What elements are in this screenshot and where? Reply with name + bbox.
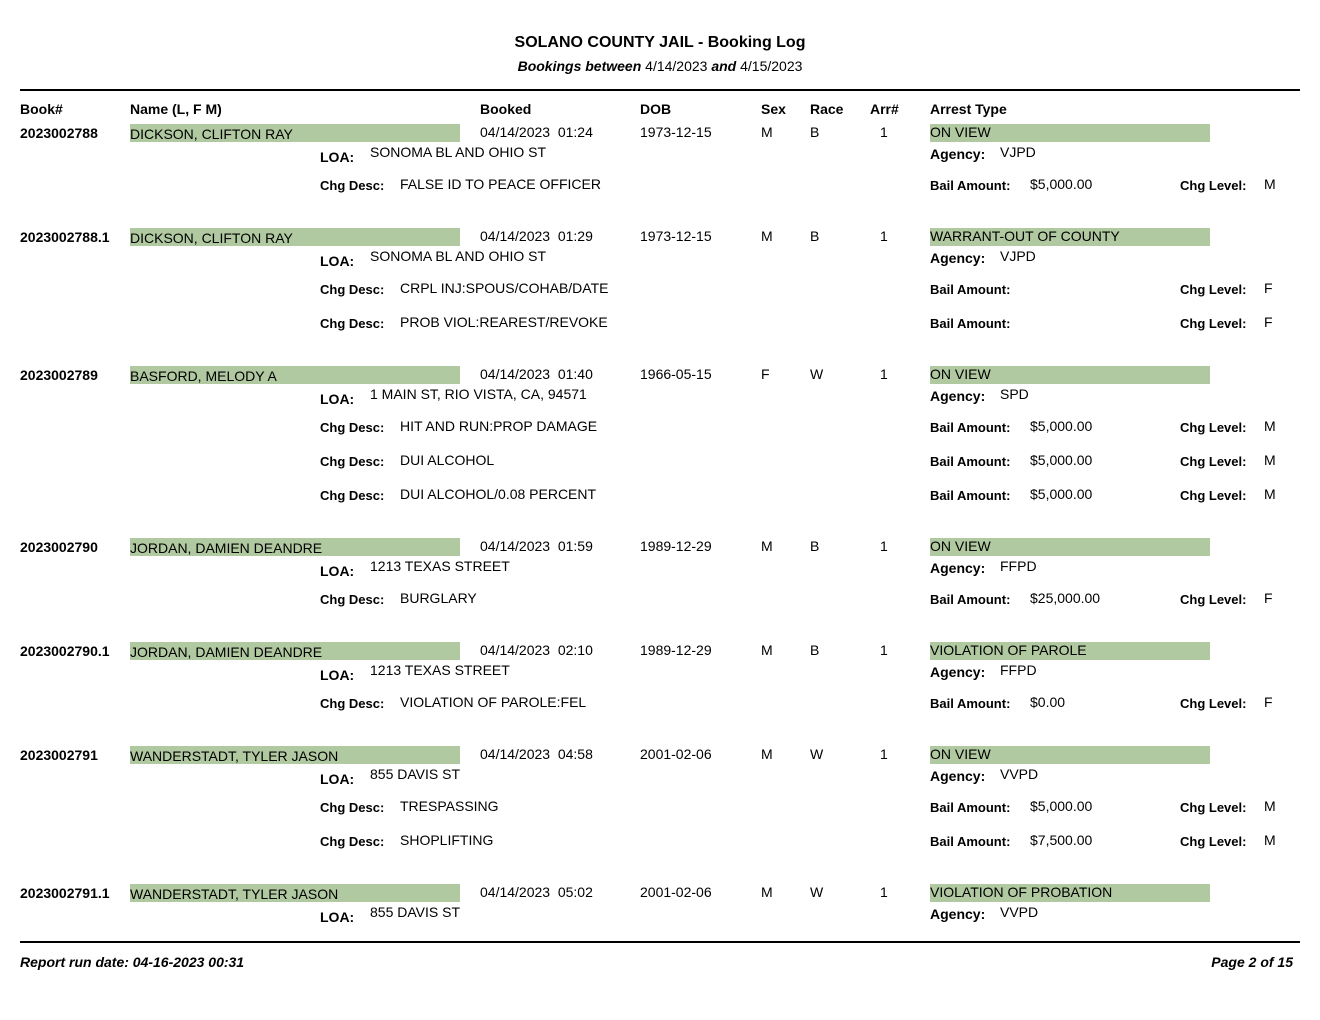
chg-desc-label: Chg Desc: [320, 420, 385, 435]
location-of-arrest: 1213 TEXAS STREET [370, 662, 510, 678]
loa-label: LOA: [320, 391, 355, 407]
col-header-name: Name (L, F M) [130, 101, 222, 117]
bail-amount: $25,000.00 [1030, 590, 1101, 606]
location-of-arrest: 855 DAVIS ST [370, 766, 461, 782]
sex: M [761, 124, 773, 140]
agency: VVPD [1000, 766, 1039, 782]
race: B [810, 228, 820, 244]
bail-amount-label: Bail Amount: [930, 696, 1011, 711]
arrest-type: ON VIEW [930, 538, 1210, 556]
arrest-count: 1 [880, 884, 888, 900]
booked-datetime: 04/14/2023 01:24 [480, 124, 593, 140]
chg-desc-label: Chg Desc: [320, 178, 385, 193]
booking-number: 2023002791.1 [20, 885, 110, 901]
agency: FFPD [1000, 558, 1037, 574]
agency: VJPD [1000, 248, 1036, 264]
booking-number: 2023002790.1 [20, 643, 110, 659]
agency-label: Agency: [930, 560, 986, 576]
race: B [810, 124, 820, 140]
dob: 1973-12-15 [640, 124, 712, 140]
chg-level-label: Chg Level: [1180, 282, 1247, 297]
inmate-name: JORDAN, DAMIEN DEANDRE [130, 538, 460, 556]
arrest-type: WARRANT-OUT OF COUNTY [930, 228, 1210, 246]
page-number: Page 2 of 15 [1211, 954, 1293, 970]
charge-description: SHOPLIFTING [400, 832, 494, 848]
charge-level: M [1264, 452, 1276, 468]
dob: 1989-12-29 [640, 538, 712, 554]
race: B [810, 642, 820, 658]
chg-desc-label: Chg Desc: [320, 454, 385, 469]
charge-description: PROB VIOL:REAREST/REVOKE [400, 314, 608, 330]
loa-label: LOA: [320, 149, 355, 165]
bail-amount-label: Bail Amount: [930, 282, 1011, 297]
sex: M [761, 228, 773, 244]
arrest-count: 1 [880, 642, 888, 658]
chg-level-label: Chg Level: [1180, 488, 1247, 503]
bail-amount-label: Bail Amount: [930, 800, 1011, 815]
bail-amount: $5,000.00 [1030, 798, 1093, 814]
inmate-name: JORDAN, DAMIEN DEANDRE [130, 642, 460, 660]
col-header-book: Book# [20, 101, 63, 117]
col-header-sex: Sex [761, 101, 786, 117]
race: W [810, 366, 824, 382]
charge-description: BURGLARY [400, 590, 477, 606]
col-header-dob: DOB [640, 101, 672, 117]
report-title: SOLANO COUNTY JAIL - Booking Log [514, 34, 806, 51]
arrest-count: 1 [880, 124, 888, 140]
location-of-arrest: 1213 TEXAS STREET [370, 558, 510, 574]
location-of-arrest: SONOMA BL AND OHIO ST [370, 248, 547, 264]
sex: F [761, 366, 770, 382]
charge-level: M [1264, 486, 1276, 502]
dob: 1989-12-29 [640, 642, 712, 658]
agency-label: Agency: [930, 664, 986, 680]
inmate-name: DICKSON, CLIFTON RAY [130, 124, 460, 142]
charge-description: VIOLATION OF PAROLE:FEL [400, 694, 587, 710]
chg-desc-label: Chg Desc: [320, 800, 385, 815]
chg-level-label: Chg Level: [1180, 592, 1247, 607]
agency-label: Agency: [930, 250, 986, 266]
bail-amount-label: Bail Amount: [930, 834, 1011, 849]
booking-number: 2023002789 [20, 367, 98, 383]
chg-level-label: Chg Level: [1180, 800, 1247, 815]
charge-level: F [1264, 590, 1273, 606]
booked-datetime: 04/14/2023 05:02 [480, 884, 593, 900]
subtitle-and: and [711, 58, 737, 74]
booking-number: 2023002788.1 [20, 229, 110, 245]
agency: FFPD [1000, 662, 1037, 678]
loa-label: LOA: [320, 909, 355, 925]
inmate-name: WANDERSTADT, TYLER JASON [130, 884, 460, 902]
bail-amount-label: Bail Amount: [930, 420, 1011, 435]
agency-label: Agency: [930, 906, 986, 922]
col-header-arrest-type: Arrest Type [930, 101, 1007, 117]
bail-amount: $7,500.00 [1030, 832, 1093, 848]
arrest-count: 1 [880, 366, 888, 382]
start-date: 4/14/2023 [645, 58, 708, 74]
charge-description: DUI ALCOHOL [400, 452, 495, 468]
loa-label: LOA: [320, 771, 355, 787]
charge-description: DUI ALCOHOL/0.08 PERCENT [400, 486, 597, 502]
race: W [810, 746, 824, 762]
inmate-name: WANDERSTADT, TYLER JASON [130, 746, 460, 764]
dob: 1966-05-15 [640, 366, 712, 382]
location-of-arrest: 855 DAVIS ST [370, 904, 461, 920]
bail-amount-label: Bail Amount: [930, 592, 1011, 607]
booking-number: 2023002790 [20, 539, 98, 555]
charge-level: F [1264, 280, 1273, 296]
sex: M [761, 538, 773, 554]
race: W [810, 884, 824, 900]
chg-desc-label: Chg Desc: [320, 834, 385, 849]
charge-description: TRESPASSING [400, 798, 499, 814]
chg-desc-label: Chg Desc: [320, 282, 385, 297]
arrest-count: 1 [880, 538, 888, 554]
col-header-arr: Arr# [870, 101, 899, 117]
agency-label: Agency: [930, 146, 986, 162]
dob: 1973-12-15 [640, 228, 712, 244]
subtitle-prefix: Bookings between [517, 58, 642, 74]
report-run-date: Report run date: 04-16-2023 00:31 [20, 954, 245, 970]
bail-amount-label: Bail Amount: [930, 316, 1011, 331]
arrest-count: 1 [880, 746, 888, 762]
booked-datetime: 04/14/2023 02:10 [480, 642, 593, 658]
charge-level: M [1264, 832, 1276, 848]
header-divider [20, 89, 1300, 91]
sex: M [761, 642, 773, 658]
charge-level: M [1264, 798, 1276, 814]
loa-label: LOA: [320, 253, 355, 269]
booking-number: 2023002791 [20, 747, 98, 763]
chg-desc-label: Chg Desc: [320, 696, 385, 711]
bail-amount-label: Bail Amount: [930, 454, 1011, 469]
chg-desc-label: Chg Desc: [320, 488, 385, 503]
col-header-race: Race [810, 101, 844, 117]
bail-amount: $5,000.00 [1030, 452, 1093, 468]
bail-amount-label: Bail Amount: [930, 488, 1011, 503]
booked-datetime: 04/14/2023 01:29 [480, 228, 593, 244]
dob: 2001-02-06 [640, 884, 712, 900]
sex: M [761, 746, 773, 762]
agency-label: Agency: [930, 388, 986, 404]
bail-amount: $5,000.00 [1030, 486, 1093, 502]
booking-number: 2023002788 [20, 125, 98, 141]
chg-level-label: Chg Level: [1180, 696, 1247, 711]
arrest-type: ON VIEW [930, 124, 1210, 142]
charge-description: CRPL INJ:SPOUS/COHAB/DATE [400, 280, 609, 296]
col-header-booked: Booked [480, 101, 532, 117]
bail-amount: $0.00 [1030, 694, 1066, 710]
chg-level-label: Chg Level: [1180, 316, 1247, 331]
charge-level: M [1264, 418, 1276, 434]
chg-level-label: Chg Level: [1180, 834, 1247, 849]
report-subtitle [0, 58, 1320, 74]
end-date: 4/15/2023 [740, 58, 803, 74]
agency: VJPD [1000, 144, 1036, 160]
dob: 2001-02-06 [640, 746, 712, 762]
chg-level-label: Chg Level: [1180, 420, 1247, 435]
agency-label: Agency: [930, 768, 986, 784]
agency: VVPD [1000, 904, 1039, 920]
arrest-count: 1 [880, 228, 888, 244]
chg-desc-label: Chg Desc: [320, 316, 385, 331]
bail-amount-label: Bail Amount: [930, 178, 1011, 193]
arrest-type: VIOLATION OF PROBATION [930, 884, 1210, 902]
charge-description: HIT AND RUN:PROP DAMAGE [400, 418, 598, 434]
charge-level: M [1264, 176, 1276, 192]
loa-label: LOA: [320, 563, 355, 579]
agency: SPD [1000, 386, 1029, 402]
charge-level: F [1264, 314, 1273, 330]
booked-datetime: 04/14/2023 04:58 [480, 746, 593, 762]
booked-datetime: 04/14/2023 01:40 [480, 366, 593, 382]
loa-label: LOA: [320, 667, 355, 683]
location-of-arrest: 1 MAIN ST, RIO VISTA, CA, 94571 [370, 386, 587, 402]
charge-description: FALSE ID TO PEACE OFFICER [400, 176, 601, 192]
location-of-arrest: SONOMA BL AND OHIO ST [370, 144, 547, 160]
bail-amount: $5,000.00 [1030, 176, 1093, 192]
inmate-name: DICKSON, CLIFTON RAY [130, 228, 460, 246]
booked-datetime: 04/14/2023 01:59 [480, 538, 593, 554]
arrest-type: ON VIEW [930, 746, 1210, 764]
chg-desc-label: Chg Desc: [320, 592, 385, 607]
chg-level-label: Chg Level: [1180, 454, 1247, 469]
sex: M [761, 884, 773, 900]
arrest-type: ON VIEW [930, 366, 1210, 384]
inmate-name: BASFORD, MELODY A [130, 366, 460, 384]
footer-divider [20, 941, 1300, 943]
chg-level-label: Chg Level: [1180, 178, 1247, 193]
race: B [810, 538, 820, 554]
charge-level: F [1264, 694, 1273, 710]
bail-amount: $5,000.00 [1030, 418, 1093, 434]
arrest-type: VIOLATION OF PAROLE [930, 642, 1210, 660]
